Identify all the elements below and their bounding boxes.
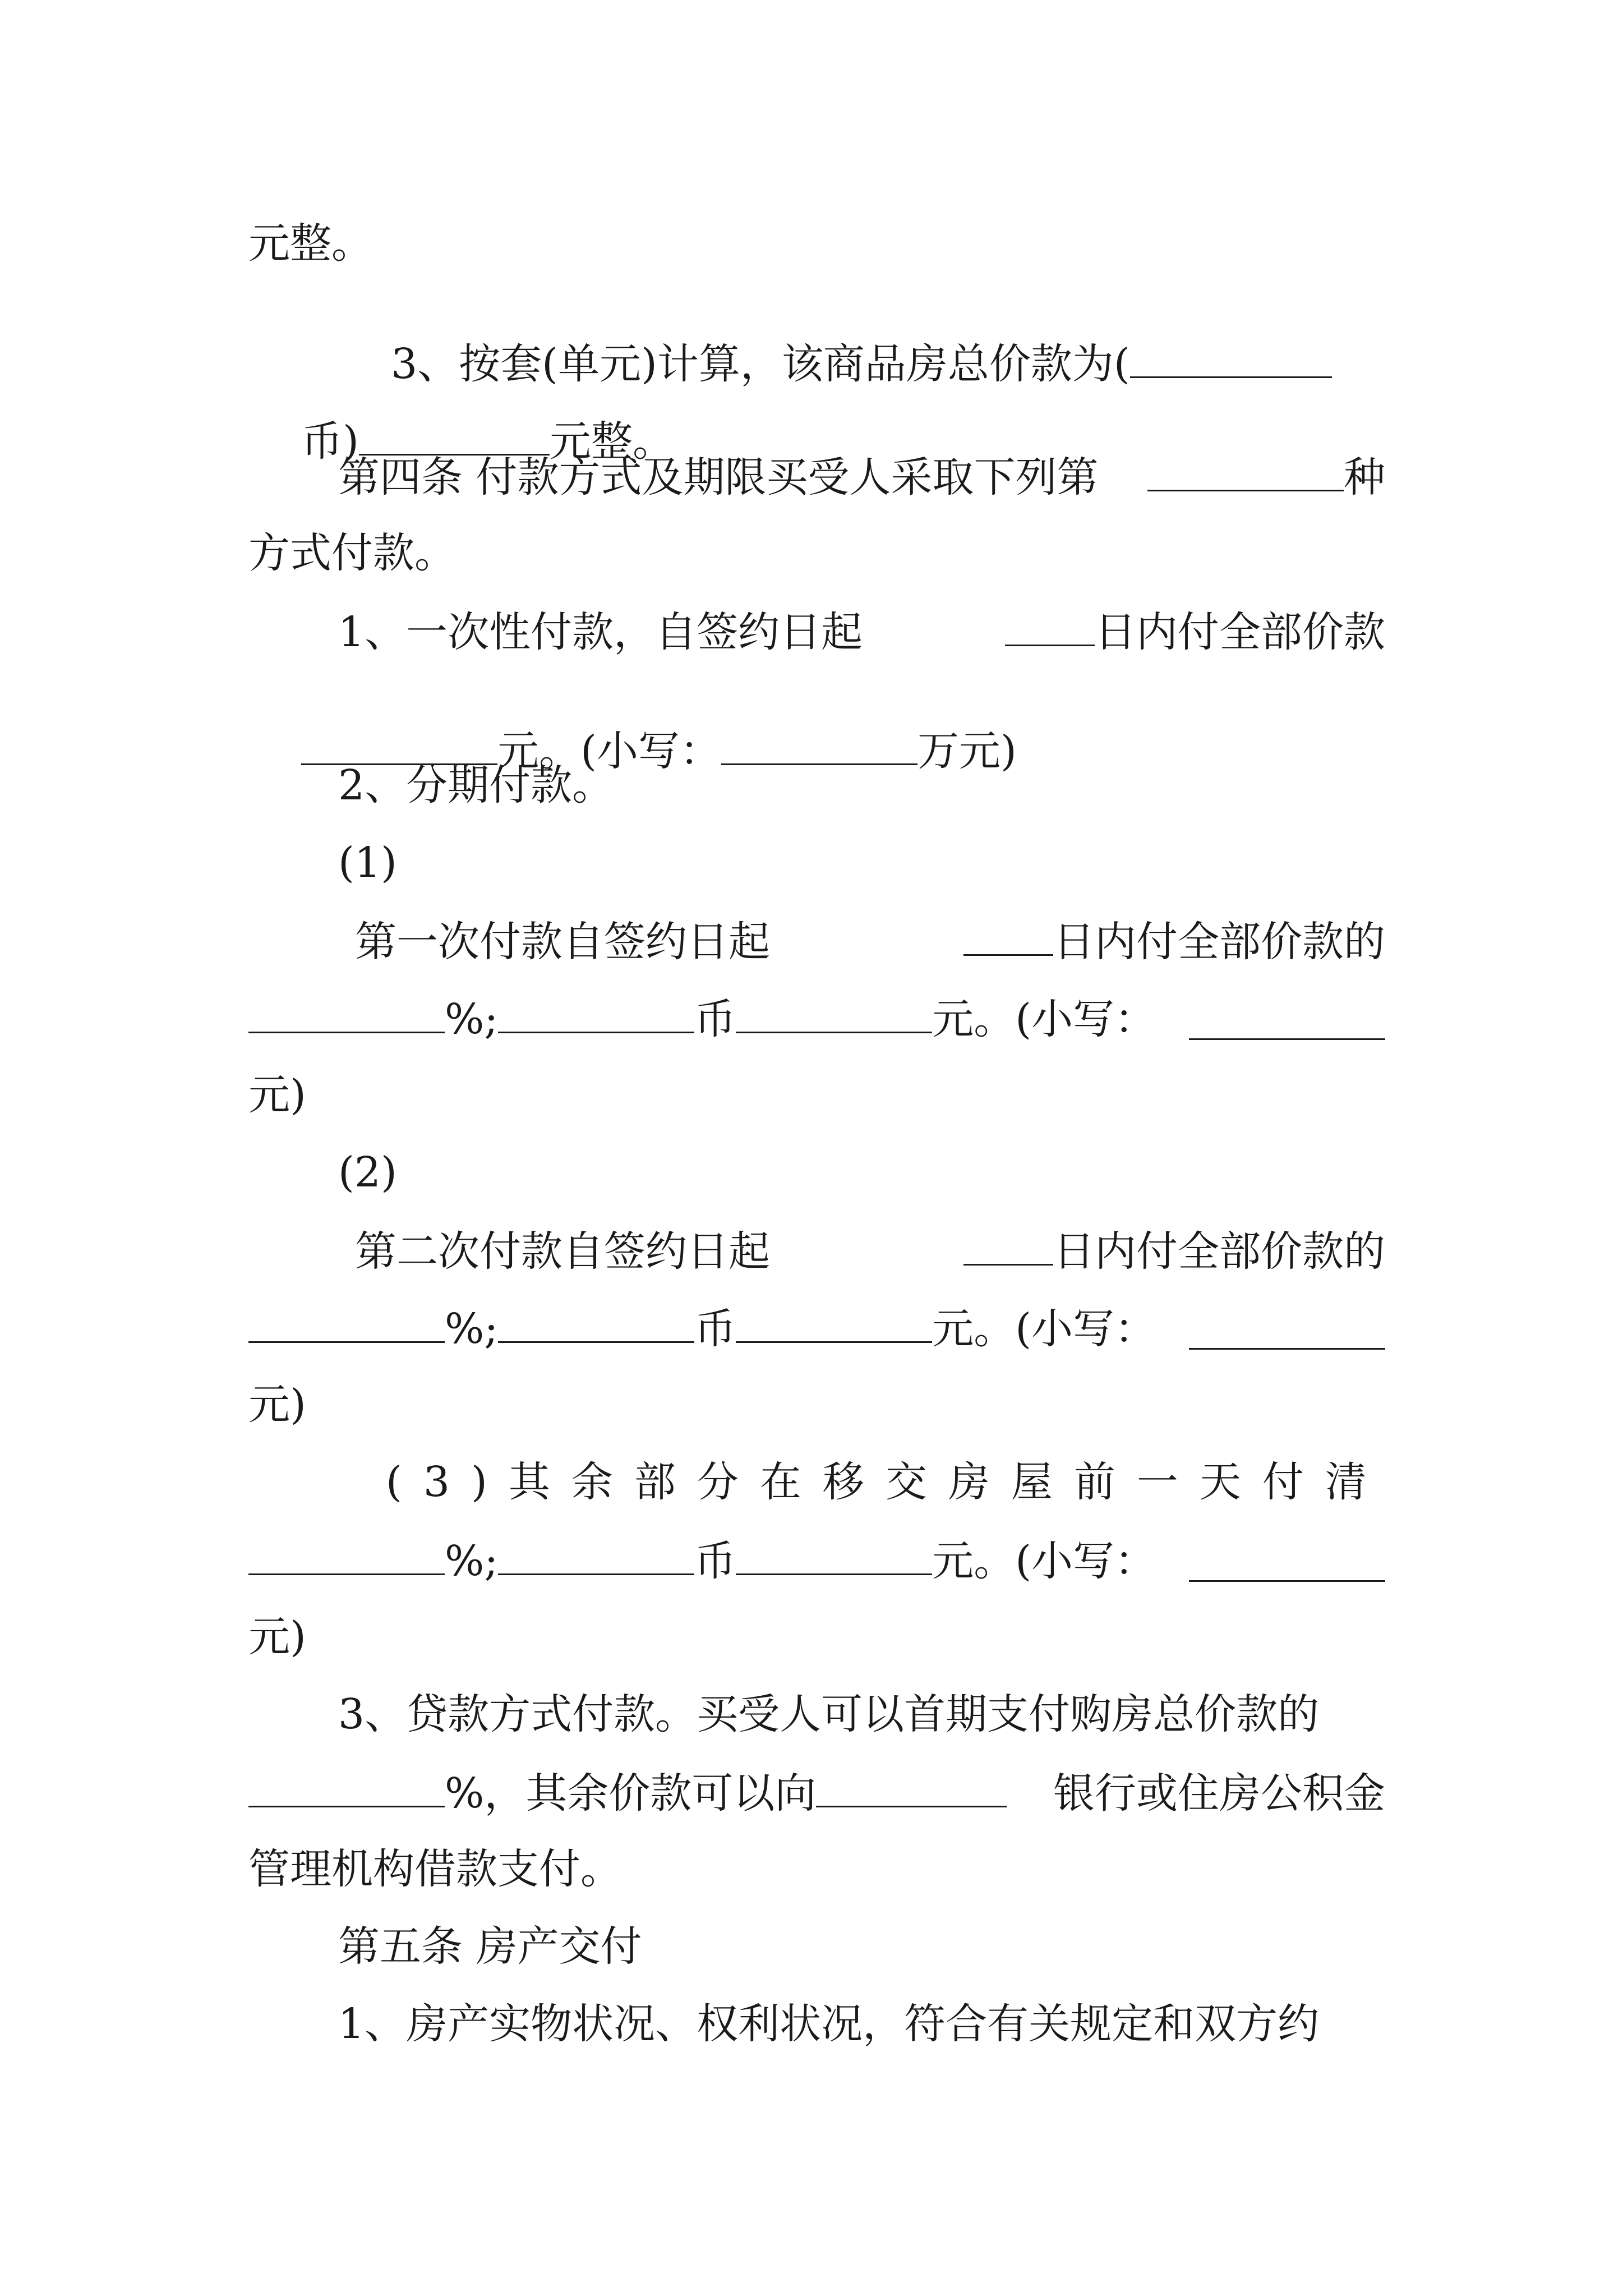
text-line: 元) [248,1613,306,1661]
section-heading: 第五条 房产交付 [338,1922,642,1971]
blank-field [736,997,932,1033]
blank-field [736,1539,932,1575]
line-text: 万元) [917,727,1017,775]
line-text: 币 [694,1305,736,1353]
text-line: 方式付款。 [248,529,456,577]
text-line [248,1537,1385,1585]
line-text: 第四条 付款方式及期限买受人采取下列第 [338,453,1099,501]
blank-field [1130,342,1332,378]
text-line: 1、房产实物状况、权利状况，符合有关规定和双方约 [338,2000,1320,2048]
text-line: 元) [248,1071,306,1119]
line-text: 1、一次性付款，自签约日起 [338,608,863,656]
blank-field [963,919,1053,956]
line-text: 日内付全部价款的 [1053,1227,1385,1276]
blank-field [248,1539,445,1575]
line-text: 币 [694,1537,736,1585]
blank-field [248,1306,445,1343]
text-line [355,1227,1385,1276]
text-line [248,995,1385,1043]
line-text: 日内付全部价款的 [1053,918,1385,966]
line-text: 币) [301,417,359,466]
line-text: 元。(小写： [932,995,1156,1043]
blank-field [963,1229,1053,1266]
blank-field [301,729,497,765]
blank-field [1005,610,1095,646]
blank-field [498,997,694,1033]
blank-field [248,1771,445,1807]
line-text: 元整。 [549,417,674,466]
text-line: 3、贷款方式付款。买受人可以首期支付购房总价款的 [338,1690,1320,1738]
line-text: 元。(小写： [932,1305,1156,1353]
blank-field [1147,455,1344,491]
text-line: 元整。 [248,219,373,268]
text-line: (2) [338,1148,397,1197]
line-text: 银行或住房公积金 [1053,1769,1385,1818]
text-line [338,453,1385,501]
blank-field [816,1771,1007,1807]
blank-field [721,729,917,765]
text-line: (3)其余部分在移交房屋前一天付清 [386,1458,1388,1506]
line-text: %; [445,995,499,1043]
line-text: %; [445,1305,499,1353]
blank-field [498,1306,694,1343]
blank-field [736,1306,932,1343]
line-text: 第二次付款自签约日起 [355,1227,770,1276]
line-text: 第一次付款自签约日起 [355,918,770,966]
text-line [248,1305,1385,1353]
blank-field [498,1539,694,1575]
line-text: %; [445,1537,499,1585]
line-text: 币 [694,995,736,1043]
line-text: 元。(小写： [497,727,721,775]
line-text: 日内付全部价款 [1095,608,1385,656]
blank-field [1189,1004,1385,1040]
line-text: 3、按套(单元)计算，该商品房总价款为( [391,340,1130,388]
text-line [355,918,1385,966]
blank-field [1189,1545,1385,1582]
blank-field [359,419,550,455]
text-line [338,608,1385,656]
line-text: %，其余价款可以向 [445,1769,817,1818]
text-line [248,1769,1385,1818]
text-line: 管理机构借款支付。 [248,1845,622,1893]
blank-field [1189,1313,1385,1350]
line-text: 种 [1344,453,1385,501]
text-line: 2、分期付款。 [338,761,614,809]
line-text: 元。(小写： [932,1537,1156,1585]
blank-field [248,997,445,1033]
text-line: (1) [338,839,397,887]
text-line: 元) [248,1381,306,1429]
